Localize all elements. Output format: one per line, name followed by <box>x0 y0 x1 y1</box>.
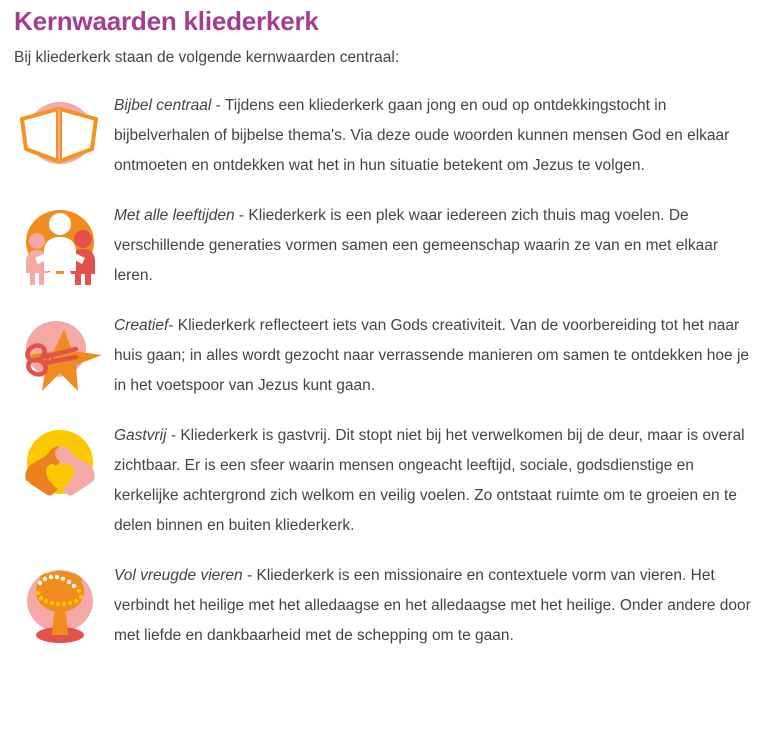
value-text <box>114 307 754 401</box>
value-text <box>114 417 754 541</box>
value-term: Gastvrij <box>114 427 167 444</box>
value-body: Kliederkerk is gastvrij. Dit stopt niet bij het verwelkomen bij de deur, maar is overal zichtbaar. Er is een sfeer waarin mensen ongeacht leeftijd, sociale, godsdienstige en kerkelijke achtergrond zich welkom en veilig voelen. Zo ontstaat ruimte om te groeien en te delen binnen en buiten kliederkerk. <box>114 427 745 534</box>
list-item <box>14 557 754 651</box>
value-separator: - <box>242 567 257 584</box>
value-text <box>114 197 754 291</box>
value-separator: - <box>211 97 225 114</box>
list-item <box>14 197 754 291</box>
value-text <box>114 557 754 651</box>
value-term: Bijbel centraal <box>114 97 212 114</box>
page-title: Kernwaarden kliederkerk <box>14 6 319 36</box>
value-body: Kliederkerk is een missionaire en contextuele vorm van vieren. Het verbindt het heilige met het alledaagse en het alledaagse met het heilige. Onder andere door met liefde en dankbaarheid met de schepping om te gaan. <box>114 567 751 644</box>
list-item <box>14 307 754 401</box>
value-body: Tijdens een kliederkerk gaan jong en oud op ontdekkingstocht in bijbelverhalen of bijbelse thema's. Via deze oude woorden kunnen mensen God en elkaar ontmoeten en ontdekken wat het in hun situatie betekent om Jezus te volgen. <box>114 97 730 174</box>
value-body: Kliederkerk reflecteert iets van Gods creativiteit. Van de voorbereiding tot het naar huis gaan; in alles wordt gezocht naar verrassende manieren om samen te ontdekken hoe je in het voetspoor van Jezus kunt gaan. <box>114 317 750 394</box>
family-group-icon <box>14 197 106 289</box>
value-separator: - <box>234 207 249 224</box>
value-body: Kliederkerk is een plek waar iedereen zich thuis mag voelen. De verschillende generaties vormen samen een gemeenschap waarin ze van en met elkaar leren. <box>114 207 718 284</box>
list-item <box>14 87 754 181</box>
value-term: Creatief <box>114 317 169 334</box>
intro-paragraph: Bij kliederkerk staan de volgende kernwaarden centraal: <box>14 49 400 66</box>
value-separator: - <box>166 427 181 444</box>
core-values-list <box>14 87 754 651</box>
value-text <box>114 87 754 181</box>
value-separator: - <box>168 317 178 334</box>
value-term: Vol vreugde vieren <box>114 567 243 584</box>
open-book-icon <box>14 87 106 179</box>
heart-hands-icon <box>14 417 106 509</box>
scissors-star-icon <box>14 307 106 399</box>
value-term: Met alle leeftijden <box>114 207 235 224</box>
festive-tree-icon <box>14 557 106 649</box>
list-item <box>14 417 754 541</box>
